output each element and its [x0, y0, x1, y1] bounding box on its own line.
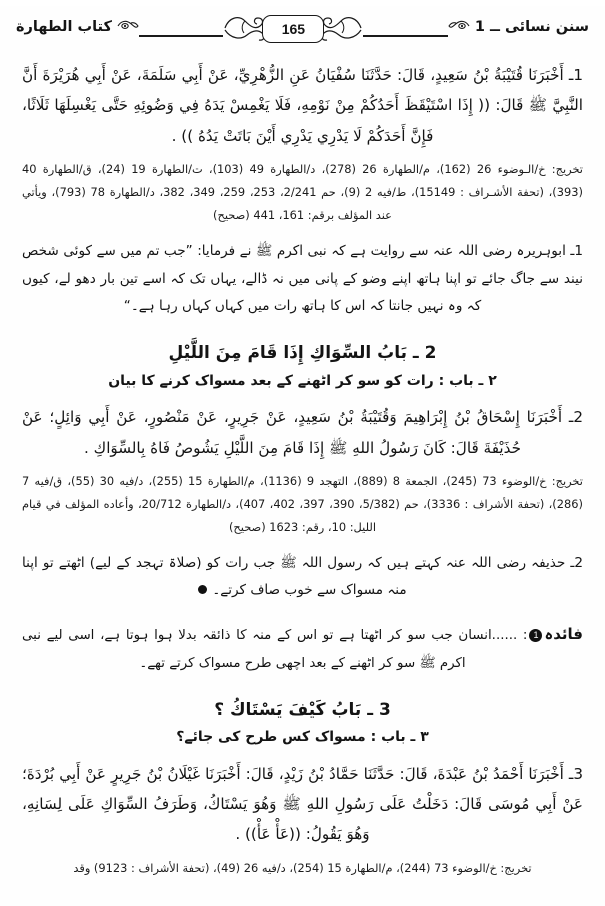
hadith-3-arabic: 3ـ أَخْبَرَنَا أَحْمَدُ بْنُ عَبْدَةَ، قَالَ: حَدَّثَنَا حَمَّادُ بْنُ زَيْدٍ، قَالَ: أَخْبَرَنَا غَيْلَانُ بْنُ جَرِيرٍ عَنْ أَبِي بُرْدَةَ؛ عَنْ أَبِي مُوسَى قَالَ: دَخَلْتُ عَلَى رَسُولِ اللهِ ﷺ وَهُوَ يَسْتَاكُ، وَطَرَفُ السِّوَاكِ عَلَى لِسَانِهِ، وَهُوَ يَقُولُ: ((عَأْ عَأْ)) .	[22, 764, 583, 844]
header-rule-right	[363, 14, 447, 44]
leaf-ornament-icon	[448, 19, 470, 33]
hadith-2-arabic: 2ـ أَخْبَرَنَا إِسْحَاقُ بْنُ إِبْرَاهِيمَ وَقُتَيْبَةُ بْنُ سَعِيدٍ، عَنْ جَرِيرٍ، عَنْ مَنْصُورٍ، عَنْ أَبِي وَائِلٍ؛ عَنْ حُذَيْفَةَ قَالَ: كَانَ رَسُولُ اللهِ ﷺ إِذَا قَامَ مِنَ اللَّيْلِ يَشُوصُ فَاهُ بِالسِّوَاكِ .	[22, 408, 583, 457]
hadith-2-urdu	[22, 550, 583, 606]
header-rule-left	[139, 14, 223, 44]
chapter-2-urdu-title: ۲ ـ باب : رات کو سو کر اٹھنے کے بعد مسواک کرنے کا بیان	[108, 373, 497, 390]
book-title-left: كتاب الطهارة	[16, 18, 112, 35]
page-header	[16, 6, 589, 52]
faida-label: فائدہ	[544, 625, 583, 644]
hadith-2-takhreej: تخريج: خ/الوضوء 73 (245)، الجمعة 8 (889)، التهجد 9 (1136)، م/الطهارة 15 (255)، د/فيه 30 (55)، ق/فيه 7 (286)، (تحفة الأشراف : 3336)، حم (5/382، 390، 397، 402، 407)، د/الطهارة 20/712، وأعاده المؤلف في قيام الليل: 10، رقم: 1623 (صحيح)	[22, 474, 583, 534]
paragraph-end-mark	[198, 585, 207, 594]
leaf-ornament-icon	[117, 19, 139, 33]
flourish-right-icon	[317, 11, 363, 45]
page-root	[0, 6, 605, 906]
chapter-3-urdu-title: ۳ ـ باب : مسواک کس طرح کی جائے؟	[176, 729, 429, 746]
page-number: 165	[262, 15, 324, 43]
chapter-2-arabic-title: 2 ـ بَابُ السِّوَاكِ إِذَا قَامَ مِنَ اللَّيْلِ	[168, 343, 437, 364]
faida-note	[22, 619, 583, 677]
chapter-3-heading	[22, 696, 583, 751]
chapter-2-heading	[22, 339, 583, 394]
hadith-1-arabic: 1ـ أَخْبَرَنَا قُتَيْبَةُ بْنُ سَعِيدٍ، قَالَ: حَدَّثَنَا سُفْيَانُ عَنِ الزُّهْرِيِّ، عَنْ أَبِي سَلَمَةَ، عَنْ أَبِي هُرَيْرَةَ أَنَّ النَّبِيَّ ﷺ قَالَ: (( إِذَا اسْتَيْقَظَ أَحَدُكُمْ مِنْ نَوْمِهِ، فَلَا يَغْمِسْ يَدَهُ فِي وَضُوئِهِ حَتَّى يَغْسِلَهَا ثَلَاثًا، فَإِنَّ أَحَدَكُمْ لَا يَدْرِي يَدْرِي أَيْنَ بَاتَتْ يَدُهُ )) .	[22, 66, 583, 145]
hadith-2-urdu-text: 2ـ حذیفہ رضی اللہ عنہ کہتے ہیں کہ رسول اللہ ﷺ جب رات کو (صلاۃ تہجد کے لیے) اٹھتے تو اپنا منہ مسواک سے خوب صاف کرتے۔	[22, 554, 583, 599]
chapter-3-arabic-title: 3 ـ بَابُ كَيْفَ يَسْتَاكُ ؟	[214, 699, 391, 720]
hadith-1-urdu: 1ـ ابوہریرہ رضی اللہ عنہ سے روایت ہے کہ نبی اکرم ﷺ نے فرمایا: ”جب تم میں سے کوئی شخص نیند سے جاگ جائے تو اپنا ہاتھ اپنے وضو کے پانی میں نہ ڈالے، یہاں تک کہ اسے تین بار دھو لے، کیوں کہ وہ نہیں جانتا کہ اس کا ہاتھ رات میں کہاں کہاں رہا ہے۔“	[22, 242, 583, 315]
page-number-cartouche	[223, 9, 363, 49]
header-right-group	[448, 19, 589, 39]
faida-number-badge: 1	[529, 629, 542, 642]
faida-text: : ......انسان جب سو کر اٹھتا ہے تو اس کے منہ کا ذائقہ بدلا ہوا ہوتا ہے، اسی لیے نبی اکرم ﷺ سو کر اٹھنے کے بعد اچھی طرح مسواک کرتے تھے۔	[22, 628, 528, 672]
header-left-group	[16, 19, 139, 39]
hadith-3-takhreej: تخريج: خ/الوضوء 73 (244)، م/الطهارة 15 (254)، د/فيه 26 (49)، (تحفة الأشراف : 9123) وقد	[73, 860, 532, 875]
hadith-1-takhreej: تخريج: خ/الـوضوء 26 (162)، م/الطهارة 26 (278)، د/الطهارة 49 (103)، ت/الطهارة 19 (24)، ق/الطهارة 40 (393)، (تحفة الأشـراف : 15149)، ط/فيه 2 (9)، حم 2/241، 253، 259، 349، 382، د/الطهارة 78 (793)، ويأتي عند المؤلف برقم: 161، 441 (صحيح)	[22, 162, 583, 222]
page-content	[22, 60, 583, 880]
book-title-right: سنن نسائى ــ 1	[474, 18, 589, 35]
